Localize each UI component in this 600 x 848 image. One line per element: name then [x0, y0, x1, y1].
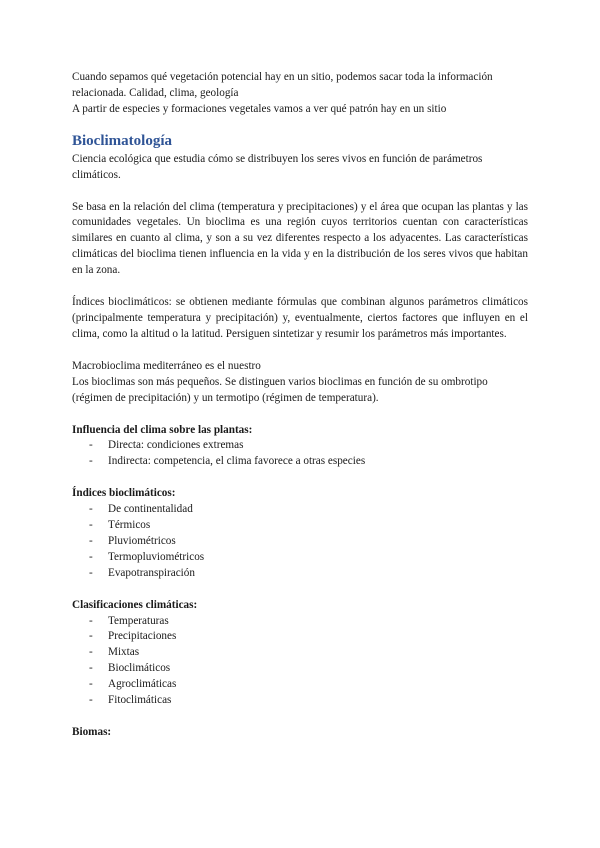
- bullet-dash: -: [89, 678, 93, 691]
- paragraph-bioclimas: Los bioclimas son más pequeños. Se distinguen varios bioclimas en función de su ombrotipo (régimen de precipitación) y un termotipo (régimen de temperatura).: [72, 375, 488, 404]
- bullet-dash: -: [89, 662, 93, 675]
- bullet-dash: -: [89, 455, 93, 468]
- list-title-clasificaciones: Clasificaciones climáticas:: [72, 598, 198, 611]
- list-item: - Térmicos: [72, 518, 528, 534]
- bullet-dash: -: [89, 503, 93, 516]
- list-item: - Termopluviométricos: [72, 550, 528, 566]
- biomas-heading: Biomas:: [72, 726, 112, 738]
- list-clasificaciones: [72, 614, 528, 709]
- bullet-dash: -: [89, 566, 93, 579]
- document-body: [72, 70, 528, 741]
- list-item: - Fitoclimáticas: [72, 693, 528, 709]
- list-item: - Temperaturas: [72, 614, 528, 630]
- bullet-dash: -: [89, 439, 93, 452]
- bullet-dash: -: [89, 550, 93, 563]
- list-item: - De continentalidad: [72, 502, 528, 518]
- list-item: - Precipitaciones: [72, 629, 528, 645]
- bullet-dash: -: [89, 630, 93, 643]
- list-influencia: [72, 438, 528, 470]
- list-item: - Evapotranspiración: [72, 566, 528, 582]
- bullet-dash: -: [89, 534, 93, 547]
- bullet-dash: -: [89, 694, 93, 707]
- macrobioclima-text: Macrobioclima mediterráneo es el nuestro: [72, 359, 261, 372]
- list-item: - Pluviométricos: [72, 534, 528, 550]
- intro-line-2: A partir de especies y formaciones vegetales vamos a ver qué patrón hay en un sitio: [72, 102, 447, 115]
- intro-line-1: Cuando sepamos qué vegetación potencial hay en un sitio, podemos sacar toda la información relacionada. Calidad, clima, geología: [72, 71, 493, 99]
- section-heading: Bioclimatología: [72, 132, 172, 149]
- list-item: - Bioclimáticos: [72, 661, 528, 677]
- list-title-influencia: Influencia del clima sobre las plantas:: [72, 423, 253, 436]
- bullet-dash: -: [89, 519, 93, 532]
- list-item: - Indirecta: competencia, el clima favorece a otras especies: [72, 454, 528, 470]
- bullet-dash: -: [89, 614, 93, 627]
- definition-text: Ciencia ecológica que estudia cómo se distribuyen los seres vivos en función de parámetros climáticos.: [72, 152, 483, 181]
- bullet-dash: -: [89, 646, 93, 659]
- list-item: - Mixtas: [72, 645, 528, 661]
- paragraph-indices: Índices bioclimáticos: se obtienen mediante fórmulas que combinan algunos parámetros climáticos (principalmente temperatura y precipitación) y, eventualmente, ciertos factores que influyen en el clima, como la altitud o la latitud. Persiguen sintetizar y resumir los parámetros más importantes.: [72, 296, 528, 340]
- list-item: - Agroclimáticas: [72, 677, 528, 693]
- paragraph-bioclima: Se basa en la relación del clima (temperatura y precipitaciones) y el área que ocupan las plantas y las comunidades vegetales. Un bioclima es una región cuyos territorios cuentan con características similares en cuanto al clima, y son a su vez diferentes respecto a los adyacentes. Las características climáticas del bioclima tienen influencia en la vida y en la distribución de los seres vivos que habitan en la zona.: [72, 200, 528, 277]
- list-indices: [72, 502, 528, 582]
- list-title-indices: Índices bioclimáticos:: [72, 487, 176, 500]
- list-item: - Directa: condiciones extremas: [72, 438, 528, 454]
